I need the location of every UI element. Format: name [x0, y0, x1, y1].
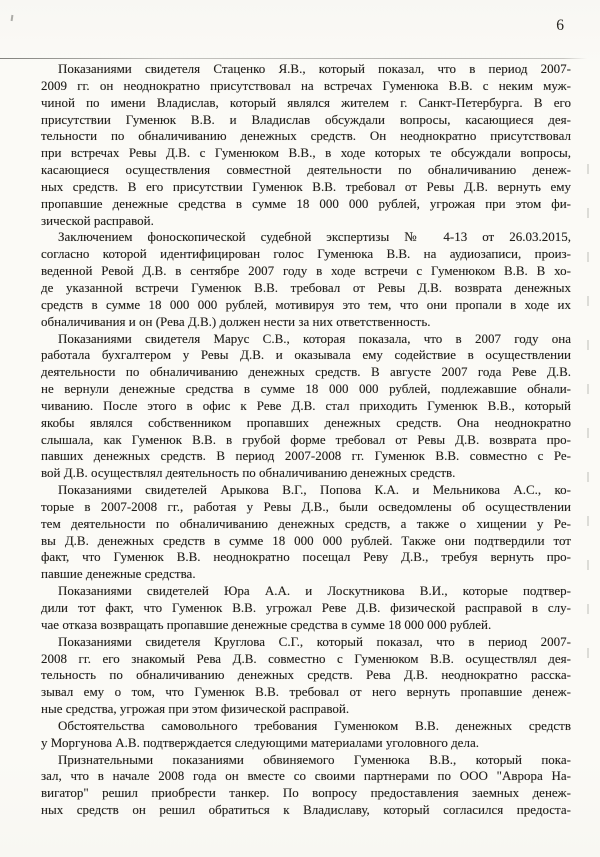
text-line: касающиеся осуществления совместной деятельности по обналичиванию денеж-	[41, 162, 571, 178]
text-line: деятельности по обналичиванию денежных средств. В августе 2007 года Реве Д.В.	[41, 364, 571, 380]
text-line: Показаниями свидетелей Юра А.А. и Лоскутникова В.И., которые подтвер-	[58, 583, 571, 599]
text-line: Заключением фоноскопической судебной экспертизы № 4-13 от 26.03.2015,	[58, 229, 571, 245]
paragraph	[41, 229, 571, 330]
text-line: обналичивания и он (Рева Д.В.) должен нести за них ответственность.	[41, 313, 431, 329]
scan-edge-streak-artifact	[587, 130, 589, 690]
text-line: Обстоятельства самовольного требования Гуменюком В.В. денежных средств	[58, 717, 571, 733]
text-line: присутствии Гуменюк В.В. и Владислав обсуждали вопросы, касающиеся дея-	[41, 111, 571, 127]
text-line: 2009 гг. он неоднократно присутствовал на встречах Гуменюка В.В. с неким муж-	[41, 77, 571, 93]
text-line: ные средства, угрожая при этом физической расправой.	[41, 701, 350, 717]
text-line: веденной Ревой Д.В. в сентябре 2007 году в ходе встречи с Гуменюком В.В. В хо-	[41, 263, 571, 279]
text-line: Показаниями свидетеля Стаценко Я.В., который показал, что в период 2007-	[58, 61, 571, 76]
text-line: якобы являлся собственником пропавших денежных средств. Она неоднократно	[41, 414, 571, 430]
text-line: павшие денежные средства.	[41, 566, 196, 582]
paragraph	[41, 718, 571, 752]
text-line: тем деятельности по обналичиванию денежных средств, а также о хищении у Ре-	[41, 515, 571, 531]
paragraph	[41, 331, 571, 483]
text-line: вой Д.В. осуществлял деятельность по обналичиванию денежных средств.	[41, 465, 456, 481]
text-line: средств в сумме 18 000 000 рублей, мотивируя это тем, что они пропали в ходе их	[41, 296, 571, 312]
text-line: факт, что Гуменюк В.В. неоднократно посещал Реву Д.В., требуя вернуть про-	[41, 549, 571, 565]
text-line: Признательными показаниями обвиняемого Гуменюка В.В., который пока-	[58, 751, 571, 767]
paragraph	[41, 752, 571, 819]
text-line: при встречах Ревы Д.В. с Гуменюком В.В., в ходе которых те обсуждали вопросы,	[41, 145, 571, 161]
text-line: тельность по обналичиванию денежных средств. Рева Д.В. неоднократно расска-	[41, 667, 571, 683]
paragraph	[41, 583, 571, 634]
text-line: 2008 гг. его знакомый Рева Д.В. совместно с Гуменюком В.В. осуществлял дея-	[41, 650, 571, 666]
text-line: не вернули денежные средства в сумме 18 000 000 рублей, подлежавшие обнали-	[41, 381, 571, 397]
text-line: у Моргунова А.В. подтверждается следующими материалами уголовного дела.	[41, 734, 479, 750]
text-line: зал, что в начале 2008 года он вместе со своими партнерами по ООО "Аврора На-	[41, 768, 571, 784]
page-number: 6	[556, 17, 564, 34]
text-line: торые в 2007-2008 гг., работая у Ревы Д.В., были осведомлены об осуществлении	[41, 498, 571, 514]
scan-line-artifact	[0, 58, 587, 59]
text-line: дили тот факт, что Гуменюк В.В. угрожал Реве Д.В. физической расправой в слу-	[41, 600, 571, 615]
text-line: чиной по имени Владислав, который являлся жителем г. Санкт-Петербурга. В его	[41, 94, 571, 110]
paragraph	[41, 61, 571, 229]
text-line: пропавшие денежные средства в сумме 18 000 000 рублей, угрожая при этом фи-	[41, 195, 571, 211]
text-line: чиванию. После этого в офис к Реве Д.В. стал приходить Гуменюк В.В., который	[41, 397, 571, 413]
text-line: Показаниями свидетелей Арыкова В.Г., Попова К.А. и Мельникова А.С., ко-	[58, 482, 571, 498]
text-line: чае отказа возвращать пропавшие денежные средства в сумме 18 000 000 рублей.	[41, 616, 492, 632]
text-line: ных средств он решил обратиться к Владиславу, который согласился предоста-	[41, 802, 571, 818]
text-line: вы Д.В. денежных средств в сумме 18 000 000 рублей. Также они подтвердили тот	[41, 532, 571, 548]
text-line: вигатор" решил приобрести танкер. По вопросу предоставления заемных денеж-	[41, 785, 571, 801]
text-line: павших денежных средств. В период 2007-2008 гг. Гуменюк В.В. совместно с Ре-	[41, 448, 571, 464]
text-line: зывал ему о том, что Гуменюк В.В. требовал от него вернуть пропавшие денеж-	[41, 684, 571, 700]
text-line: тельности по обналичиванию денежных средств. Он неоднократно присутствовал	[41, 128, 571, 144]
text-line: слышала, как Гуменюк В.В. в грубой форме требовал от Ревы Д.В. возврата про-	[41, 431, 571, 447]
text-line: согласно которой идентифицирован голос Гуменюка В.В. на аудиозаписи, произ-	[41, 246, 571, 262]
paragraph	[41, 634, 571, 718]
text-line: работала бухгалтером у Ревы Д.В. и оказывала ему содействие в осуществлении	[41, 347, 571, 363]
scan-speck-artifact	[11, 15, 14, 21]
text-line: зической расправой.	[41, 212, 154, 228]
text-line: де указанной встречи Гуменюк В.В. требовал от Ревы Д.В. возврата денежных	[41, 279, 571, 295]
document-text	[41, 61, 571, 819]
text-line: Показаниями свидетеля Марус С.В., которая показала, что в 2007 году она	[58, 330, 571, 346]
text-line: ных средств. В его присутствии Гуменюк В.В. требовал от Ревы Д.В. вернуть ему	[41, 178, 571, 194]
text-line: Показаниями свидетеля Круглова С.Г., который показал, что в период 2007-	[58, 633, 571, 649]
paragraph	[41, 482, 571, 583]
